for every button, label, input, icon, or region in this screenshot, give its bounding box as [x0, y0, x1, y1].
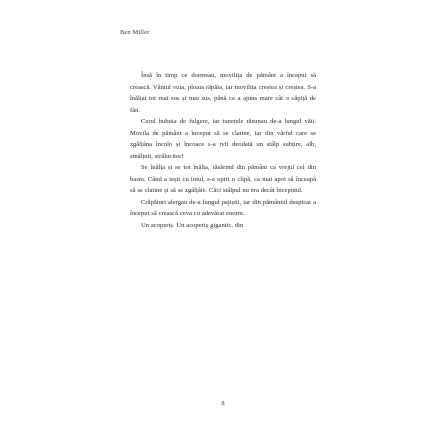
body-text: [130, 70, 316, 231]
paragraph-3: Se înălța și se tot înălța, răsărind din pământ ca vrejul cel din basm. Când a ieșit cu totul, s-a oprit o clipă, ca mai apoi să înceapă să se clatine și să se zgâlțâie. Căci stâlpul nu era decât începutul.: [130, 164, 316, 194]
paragraph-2: Cerul bubuia de fulgere, iar tunetele răsunau de-a lungul văii. Movila de pământ a început să se clatine, iar din vârful care se zgâlțâna încolo și încoace s-a ivit deodată un stâlp subțire, alb, smălțuit, strălucitor!: [130, 118, 316, 160]
page-number: 8: [221, 400, 225, 407]
paragraph-4: Crăpături alergau de-a lungul pajiștii, iar din pământul despicat a început să crească ceva cu adevărat enorm.: [130, 198, 316, 217]
paragraph-5: Un acoperiș. Un acoperiș gigantic, din: [141, 221, 244, 229]
paragraph-1: Însă în timp ce dormeau, movilița de pământ a început să crească. Vântul vuia, ploaia răpăia, iar movilița creștea și creștea. S-a înălțat tot mai sus și mai sus, până ce a ajuns mare cât o căpiță de fân.: [130, 72, 316, 114]
running-head-author: Ben Miller: [120, 29, 150, 36]
